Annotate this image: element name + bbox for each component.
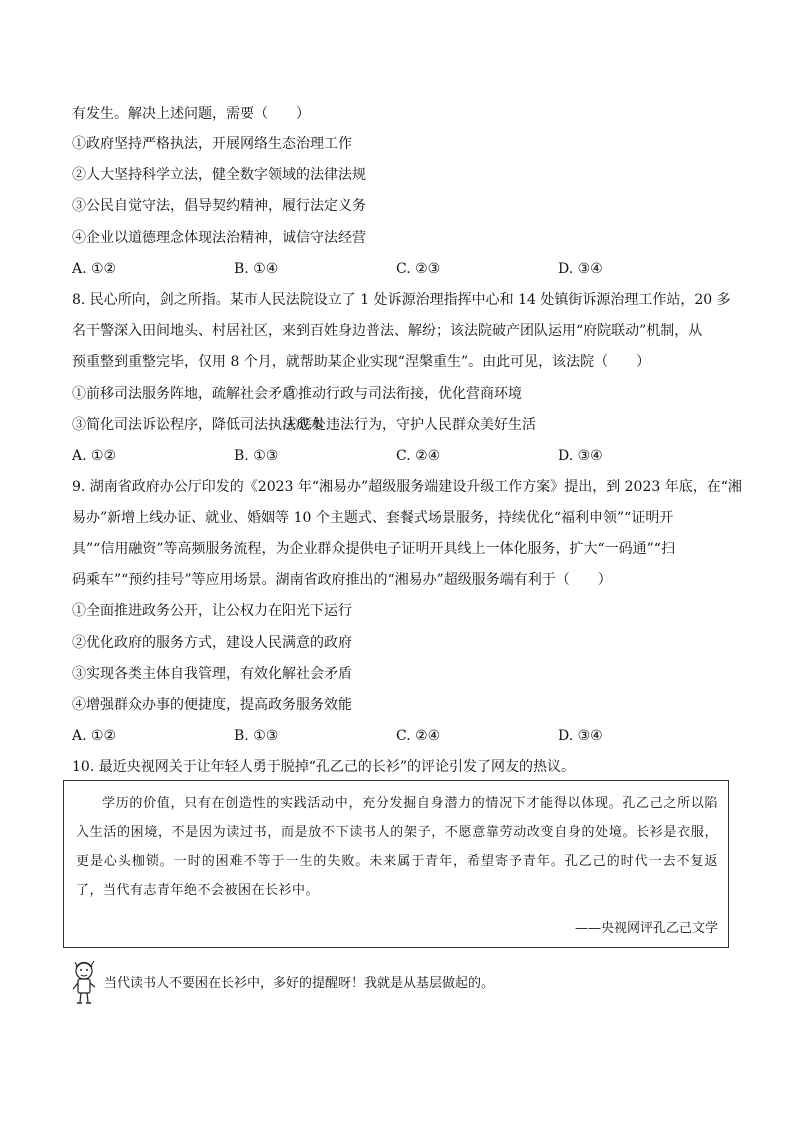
- q9-choice-b: B. ①③: [234, 728, 279, 744]
- q9-option-2: ②优化政府的服务方式，建设人民满意的政府: [72, 635, 352, 651]
- q8-choice-b: B. ①③: [234, 448, 279, 464]
- q9-choice-c: C. ②④: [396, 728, 441, 744]
- q7-choice-b: B. ①④: [234, 261, 279, 277]
- q8-stem-line-3: 预重整到重整完毕，仅用 8 个月，就帮助某企业实现“涅槃重生”。由此可见，该法院（ ）: [72, 354, 651, 370]
- student-cartoon-icon: [70, 957, 98, 1005]
- q7-choices: [72, 259, 632, 279]
- q8-choices: [72, 446, 632, 466]
- q9-option-3: ③实现各类主体自我管理，有效化解社会矛盾: [72, 666, 352, 682]
- q9-stem-line-1: 9. 湖南省政府办公厅印发的《2023 年“湘易办”超级服务端建设升级工作方案》提出，到 2023 年底，在“湘: [72, 479, 742, 495]
- q9-stem-line-2: 易办”新增上线办证、就业、婚姻等 10 个主题式、套餐式场景服务，持续优化“福利申领”“证明开: [72, 510, 674, 526]
- q8-choice-d: D. ③④: [558, 448, 603, 464]
- q8-option-4: ④惩处违法行为，守护人民群众美好生活: [284, 417, 536, 433]
- q8-option-1: ①前移司法服务阵地，疏解社会矛盾: [72, 386, 296, 402]
- q10-stem: 10. 最近央视网关于让年轻人勇于脱掉“孔乙己的长衫”的评论引发了网友的热议。: [72, 759, 576, 775]
- q7-choice-d: D. ③④: [558, 261, 603, 277]
- q7-option-3: ③公民自觉守法，倡导契约精神，履行法定义务: [72, 198, 366, 214]
- q8-option-3: ③简化司法诉讼程序，降低司法执法成本: [72, 417, 324, 433]
- q9-choice-d: D. ③④: [558, 728, 603, 744]
- quote-box: [63, 780, 729, 948]
- student-comment: 当代读书人不要困在长衫中，多好的提醒呀！我就是从基层做起的。: [104, 976, 495, 991]
- q7-option-2: ②人大坚持科学立法，健全数字领域的法律法规: [72, 167, 366, 183]
- q7-choice-c: C. ②③: [396, 261, 441, 277]
- q9-stem-line-3: 具”“信用融资”等高频服务流程，为企业群众提供电子证明开具线上一体化服务，扩大“一码通”“扫: [72, 541, 675, 557]
- q8-option-2: ②推动行政与司法衔接，优化营商环境: [284, 386, 522, 402]
- q9-option-4: ④增强群众办事的便捷度，提高政务服务效能: [72, 697, 352, 713]
- q9-choice-a: A. ①②: [72, 728, 117, 744]
- q7-option-1: ①政府坚持严格执法，开展网络生态治理工作: [72, 136, 352, 152]
- q9-option-1: ①全面推进政务公开，让公权力在阳光下运行: [72, 603, 352, 619]
- quote-text: 学历的价值，只有在创造性的实践活动中，充分发掘自身潜力的情况下才能得以体现。孔乙己之所以陷入生活的困境，不是因为读过书，而是放不下读书人的架子，不愿意靠劳动改变自身的处境。长衫是衣服，更是心头枷锁。一时的困难不等于一生的失败。未来属于青年，希望寄予青年。孔乙己的时代一去不复返了，当代有志青年绝不会被困在长衫中。: [76, 796, 718, 898]
- q9-stem-line-4: 码乘车”“预约挂号”等应用场景。湖南省政府推出的“湘易办”超级服务端有利于（ ）: [72, 572, 612, 588]
- quote-source: ——央视网评孔乙己文学: [574, 921, 718, 936]
- q8-stem-line-1: 8. 民心所向，剑之所指。某市人民法院设立了 1 处诉源治理指挥中心和 14 处镇街诉源治理工作站，20 多: [72, 292, 731, 308]
- q7-choice-a: A. ①②: [72, 261, 117, 277]
- q7-stem-tail: 有发生。解决上述问题，需要（ ）: [72, 106, 310, 122]
- q7-option-4: ④企业以道德理念体现法治精神，诚信守法经营: [72, 230, 366, 246]
- q8-choice-a: A. ①②: [72, 448, 117, 464]
- q8-stem-line-2: 名干警深入田间地头、村居社区，来到百姓身边普法、解纷；该法院破产团队运用“府院联动”机制，从: [72, 323, 703, 339]
- q9-choices: [72, 726, 632, 746]
- q8-choice-c: C. ②④: [396, 448, 441, 464]
